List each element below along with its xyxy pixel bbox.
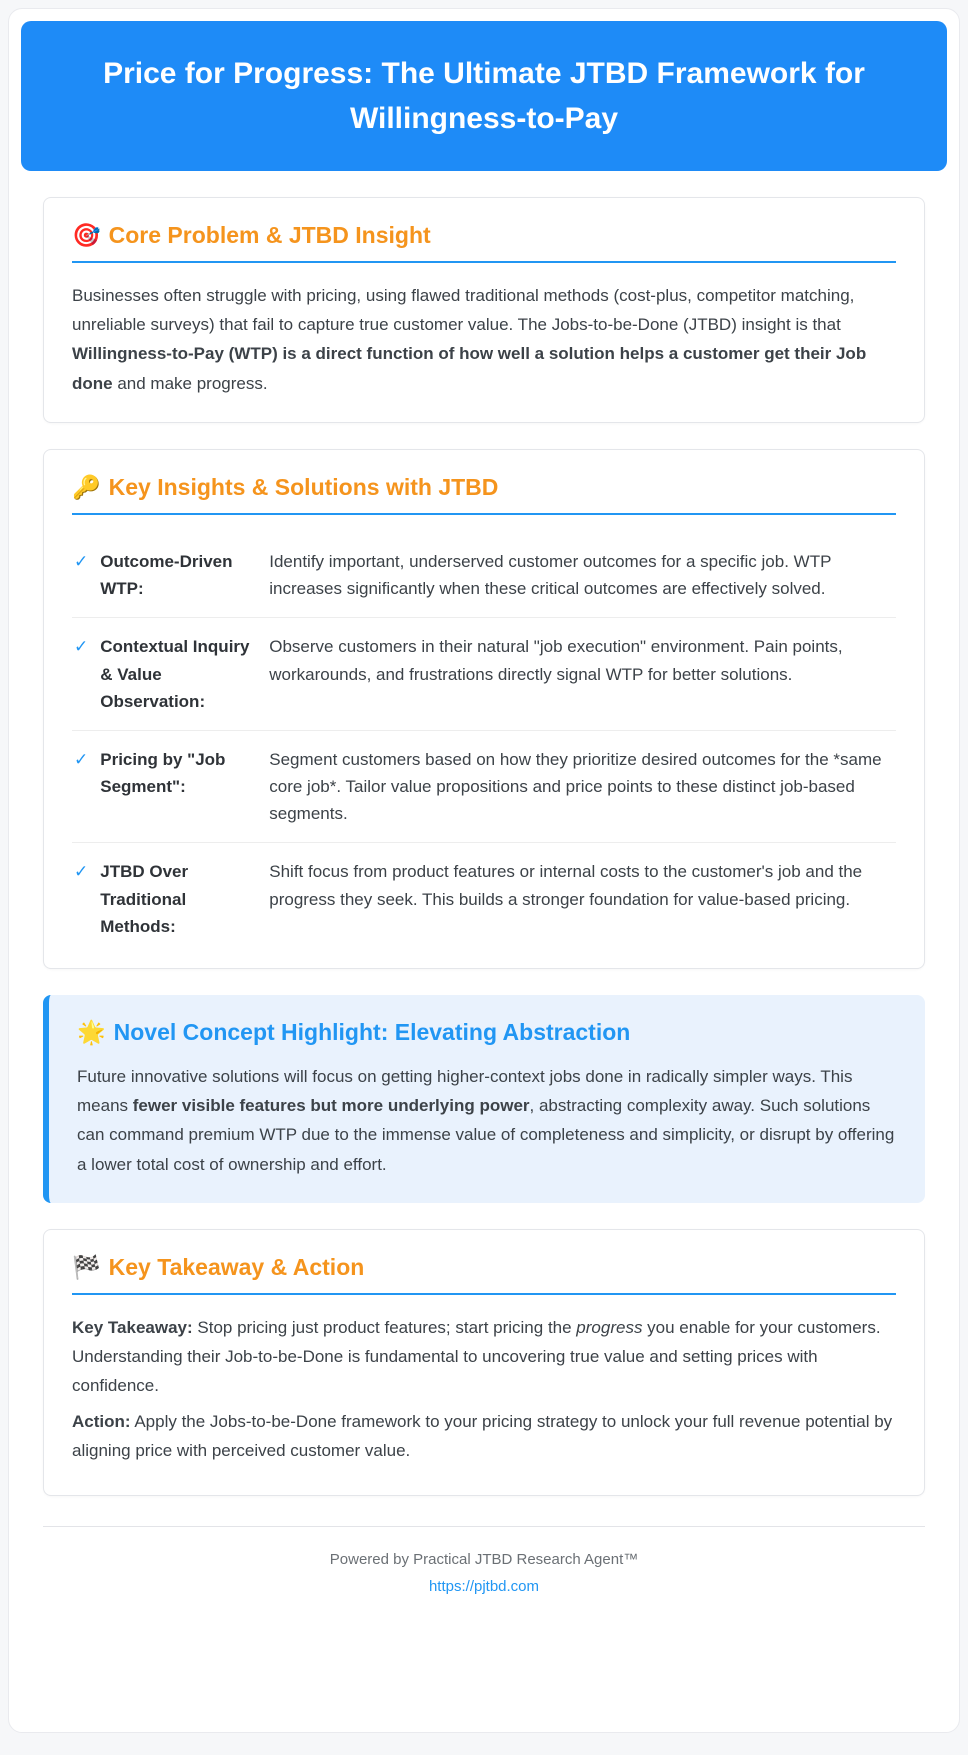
text-segment: Apply the Jobs-to-be-Done framework to your pricing strategy to unlock your full revenue potential by aligning price with perceived customer value.: [72, 1411, 893, 1460]
core-problem-text: [72, 281, 896, 398]
check-icon: ✓: [74, 862, 89, 882]
page-header: [21, 21, 947, 171]
insight-term: Pricing by "Job Segment":: [100, 749, 226, 797]
text-segment: and make progress.: [112, 373, 268, 393]
list-item: [72, 533, 896, 618]
section-heading: [72, 1254, 896, 1295]
text-segment-italic: progress: [576, 1317, 643, 1337]
text-segment: , abstracting complexity away. Such solutions can command premium WTP due to the immense value of completeness and simplicity, or disrupt by offering a lower total cost of ownership and effort.: [77, 1096, 895, 1174]
insight-description: Identify important, underserved customer outcomes for a specific job. WTP increases significantly when these critical outcomes are effectively solved.: [269, 551, 832, 599]
text-segment: Future innovative solutions will focus on getting higher-context jobs done in radically simpler ways. This means: [77, 1067, 853, 1116]
list-item: [72, 843, 896, 944]
section-novel-concept: [43, 995, 925, 1203]
text-segment: Businesses often struggle with pricing, using flawed traditional methods (cost-plus, competitor matching, unreliable surveys) that fail to capture true customer value. The Jobs-to-be-Done (JTBD) insight is that: [72, 286, 855, 335]
section-heading-text: Novel Concept Highlight: Elevating Abstraction: [113, 1019, 631, 1045]
takeaway-paragraph: [72, 1313, 896, 1401]
powered-by-text: Powered by Practical JTBD Research Agent™: [329, 1551, 639, 1569]
section-heading-text: Key Insights & Solutions with JTBD: [108, 473, 499, 500]
novel-concept-text: [77, 1062, 897, 1179]
check-icon: ✓: [74, 551, 89, 571]
insight-term: Outcome-Driven WTP:: [100, 551, 233, 599]
page-title: Price for Progress: The Ultimate JTBD Framework for Willingness-to-Pay: [103, 57, 865, 135]
text-segment-bold: Willingness-to-Pay (WTP) is a direct function of how well a solution helps a customer get their Job done: [72, 344, 867, 393]
text-segment: you enable for your customers. Understanding their Job-to-be-Done is fundamental to uncovering true value and setting prices with confidence.: [72, 1317, 881, 1396]
footer-link[interactable]: https://pjtbd.com: [428, 1578, 540, 1596]
text-segment-bold: fewer visible features but more underlying power: [132, 1096, 530, 1116]
insight-description: Segment customers based on how they prioritize desired outcomes for the *same core job*. Tailor value propositions and price points to these distinct job-based segments.: [269, 749, 882, 824]
section-key-insights: [43, 449, 925, 969]
takeaway-label: Key Takeaway:: [72, 1317, 193, 1337]
section-heading: [77, 1019, 897, 1046]
page-container: [8, 8, 960, 1733]
section-core-problem: [43, 197, 925, 423]
insight-term: Contextual Inquiry & Value Observation:: [100, 637, 250, 711]
list-item: [72, 731, 896, 844]
key-icon: 🔑: [72, 473, 101, 500]
check-icon: ✓: [74, 637, 89, 657]
insight-term: JTBD Over Traditional Methods:: [100, 862, 189, 936]
list-item: [72, 618, 896, 731]
action-paragraph: [72, 1407, 896, 1465]
page-footer: [43, 1526, 925, 1596]
insight-description: Observe customers in their natural "job execution" environment. Pain points, workarounds, and frustrations directly signal WTP for better solutions.: [269, 637, 843, 684]
section-heading: [72, 474, 896, 515]
insight-description: Shift focus from product features or internal costs to the customer's job and the progress they seek. This builds a stronger foundation for value-based pricing.: [269, 862, 863, 909]
check-icon: ✓: [74, 749, 89, 769]
section-heading-text: Key Takeaway & Action: [108, 1253, 365, 1280]
checkered-flag-icon: 🏁: [72, 1253, 101, 1280]
section-takeaway: [43, 1229, 925, 1496]
target-icon: 🎯: [72, 222, 101, 248]
section-heading: [72, 222, 896, 263]
star-icon: 🌟: [77, 1019, 106, 1045]
section-heading-text: Core Problem & JTBD Insight: [108, 222, 431, 248]
action-label: Action:: [72, 1411, 131, 1431]
text-segment: Stop pricing just product features; start pricing the: [192, 1317, 577, 1337]
